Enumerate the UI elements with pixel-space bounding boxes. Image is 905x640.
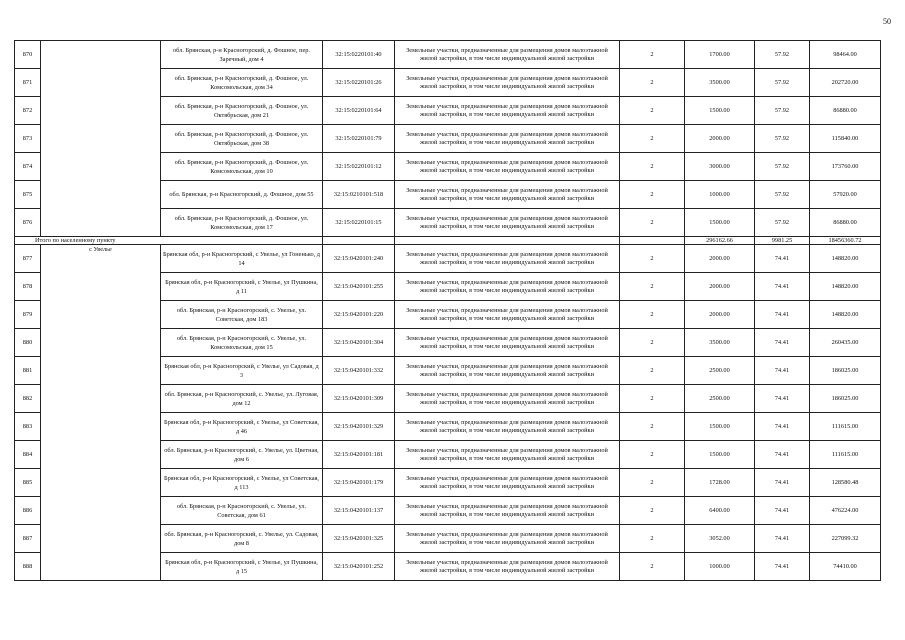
cadastral-number: 32:15:0420101:181 [323, 441, 395, 469]
cadastral-number: 32:15:0420101:304 [323, 329, 395, 357]
rate-cell: 57.92 [755, 209, 810, 237]
land-registry-table [14, 40, 881, 581]
total-area: 296162.66 [685, 237, 755, 245]
rate-cell: 57.92 [755, 41, 810, 69]
address-cell: обл. Брянская, р-н Красногорский, д. Фошное, пер. Заречный, дом 4 [161, 41, 323, 69]
cadastral-number: 32:15:0420101:252 [323, 553, 395, 581]
category-cell: 2 [620, 97, 685, 125]
address-cell: обл. Брянская, р-н Красногорский, с. Увелье, ул. Цветная, дом 6 [161, 441, 323, 469]
cadastral-value: 186025.00 [810, 357, 881, 385]
category-cell: 2 [620, 413, 685, 441]
category-cell: 2 [620, 469, 685, 497]
land-purpose: Земельные участки, предназначенные для размещения домов малоэтажной жилой застройки, в том числе индивидуальной жилой застройки [395, 413, 620, 441]
rate-cell: 74.41 [755, 413, 810, 441]
row-number: 874 [15, 153, 41, 181]
area-cell: 3000.00 [685, 153, 755, 181]
cadastral-number: 32:15:0420101:240 [323, 245, 395, 273]
cadastral-value: 98464.00 [810, 41, 881, 69]
row-number: 878 [15, 273, 41, 301]
cadastral-value: 173760.00 [810, 153, 881, 181]
category-cell: 2 [620, 209, 685, 237]
cadastral-number: 32:15:0210101:518 [323, 181, 395, 209]
cadastral-value: 86880.00 [810, 97, 881, 125]
category-cell: 2 [620, 181, 685, 209]
address-cell: Брянская обл, р-н Красногорский, с Увелье, ул Пушкина, д 11 [161, 273, 323, 301]
row-number: 885 [15, 469, 41, 497]
category-cell: 2 [620, 497, 685, 525]
category-cell: 2 [620, 441, 685, 469]
cadastral-number: 32:15:0420101:137 [323, 497, 395, 525]
area-cell: 2500.00 [685, 385, 755, 413]
address-cell: обл. Брянская, р-н Красногорский, д. Фошное, ул. Октябрьская, дом 21 [161, 97, 323, 125]
cadastral-number: 32:15:0420101:329 [323, 413, 395, 441]
address-cell: обл. Брянская, р-н Красногорский, д. Фошное, ул. Комсомольская, дом 17 [161, 209, 323, 237]
address-cell: Брянская обл, р-н Красногорский, с Увелье, ул Советская, д 46 [161, 413, 323, 441]
land-purpose: Земельные участки, предназначенные для размещения домов малоэтажной жилой застройки, в том числе индивидуальной жилой застройки [395, 441, 620, 469]
category-cell: 2 [620, 41, 685, 69]
rate-cell: 74.41 [755, 441, 810, 469]
land-purpose: Земельные участки, предназначенные для размещения домов малоэтажной жилой застройки, в том числе индивидуальной жилой застройки [395, 245, 620, 273]
address-cell: обл. Брянская, р-н Красногорский, д. Фошное, ул. Комсомольская, дом 10 [161, 153, 323, 181]
cadastral-value: 148820.00 [810, 301, 881, 329]
category-cell: 2 [620, 385, 685, 413]
total-row [15, 237, 881, 245]
category-cell: 2 [620, 273, 685, 301]
cadastral-number: 32:15:0220101:64 [323, 97, 395, 125]
address-cell: обл. Брянская, р-н Красногорский, с. Увелье, ул. Советская, дом 61 [161, 497, 323, 525]
row-number: 872 [15, 97, 41, 125]
cadastral-value: 115840.00 [810, 125, 881, 153]
rate-cell: 57.92 [755, 69, 810, 97]
address-cell: обл. Брянская, р-н Красногорский, д. Фошное, ул. Комсомольская, дом 34 [161, 69, 323, 97]
land-purpose: Земельные участки, предназначенные для размещения домов малоэтажной жилой застройки, в том числе индивидуальной жилой застройки [395, 469, 620, 497]
land-purpose: Земельные участки, предназначенные для размещения домов малоэтажной жилой застройки, в том числе индивидуальной жилой застройки [395, 209, 620, 237]
address-cell: обл. Брянская, р-н Красногорский, д. Фошное, дом 55 [161, 181, 323, 209]
cadastral-number: 32:15:0420101:309 [323, 385, 395, 413]
land-purpose: Земельные участки, предназначенные для размещения домов малоэтажной жилой застройки, в том числе индивидуальной жилой застройки [395, 525, 620, 553]
cadastral-value: 111615.00 [810, 441, 881, 469]
cadastral-value: 86880.00 [810, 209, 881, 237]
area-cell: 1000.00 [685, 181, 755, 209]
rate-cell: 57.92 [755, 125, 810, 153]
area-cell: 2000.00 [685, 125, 755, 153]
address-cell: обл. Брянская, р-н Красногорский, с. Увелье, ул. Луговая, дом 12 [161, 385, 323, 413]
area-cell: 2000.00 [685, 245, 755, 273]
land-purpose: Земельные участки, предназначенные для размещения домов малоэтажной жилой застройки, в том числе индивидуальной жилой застройки [395, 357, 620, 385]
rate-cell: 74.41 [755, 357, 810, 385]
cadastral-value: 128580.48 [810, 469, 881, 497]
total-value: 18456360.72 [810, 237, 881, 245]
rate-cell: 74.41 [755, 525, 810, 553]
category-cell: 2 [620, 153, 685, 181]
rate-cell: 74.41 [755, 469, 810, 497]
row-number: 884 [15, 441, 41, 469]
total-label: Итого по населенному пункту [15, 237, 323, 245]
address-cell: Брянская обл, р-н Красногорский, с Увелье, ул Садовая, д 3 [161, 357, 323, 385]
total-rate: 9981.25 [755, 237, 810, 245]
total-empty-cat [620, 237, 685, 245]
rate-cell: 74.41 [755, 497, 810, 525]
area-cell: 3500.00 [685, 69, 755, 97]
area-cell: 1500.00 [685, 209, 755, 237]
land-purpose: Земельные участки, предназначенные для размещения домов малоэтажной жилой застройки, в том числе индивидуальной жилой застройки [395, 497, 620, 525]
cadastral-value: 227099.32 [810, 525, 881, 553]
cadastral-value: 74410.00 [810, 553, 881, 581]
category-cell: 2 [620, 357, 685, 385]
land-purpose: Земельные участки, предназначенные для размещения домов малоэтажной жилой застройки, в том числе индивидуальной жилой застройки [395, 553, 620, 581]
address-cell: обл. Брянская, р-н Красногорский, с. Увелье, ул. Советская, дом 183 [161, 301, 323, 329]
category-cell: 2 [620, 553, 685, 581]
rate-cell: 57.92 [755, 97, 810, 125]
address-cell: Брянская обл, р-н Красногорский, с Увелье, ул Гоненько, д 14 [161, 245, 323, 273]
category-cell: 2 [620, 125, 685, 153]
area-cell: 2000.00 [685, 273, 755, 301]
rate-cell: 74.41 [755, 245, 810, 273]
cadastral-value: 111615.00 [810, 413, 881, 441]
rate-cell: 74.41 [755, 385, 810, 413]
rate-cell: 74.41 [755, 329, 810, 357]
cadastral-number: 32:15:0420101:325 [323, 525, 395, 553]
address-cell: Брянская обл, р-н Красногорский, с Увелье, ул Советская, д 113 [161, 469, 323, 497]
category-cell: 2 [620, 525, 685, 553]
land-purpose: Земельные участки, предназначенные для размещения домов малоэтажной жилой застройки, в том числе индивидуальной жилой застройки [395, 153, 620, 181]
area-cell: 1500.00 [685, 413, 755, 441]
land-purpose: Земельные участки, предназначенные для размещения домов малоэтажной жилой застройки, в том числе индивидуальной жилой застройки [395, 125, 620, 153]
land-purpose: Земельные участки, предназначенные для размещения домов малоэтажной жилой застройки, в том числе индивидуальной жилой застройки [395, 385, 620, 413]
cadastral-value: 148820.00 [810, 273, 881, 301]
area-cell: 1728.00 [685, 469, 755, 497]
cadastral-value: 148820.00 [810, 245, 881, 273]
table-body-total [15, 237, 881, 245]
area-cell: 6400.00 [685, 497, 755, 525]
row-number: 870 [15, 41, 41, 69]
land-purpose: Земельные участки, предназначенные для размещения домов малоэтажной жилой застройки, в том числе индивидуальной жилой застройки [395, 329, 620, 357]
land-purpose: Земельные участки, предназначенные для размещения домов малоэтажной жилой застройки, в том числе индивидуальной жилой застройки [395, 273, 620, 301]
cadastral-number: 32:15:0220101:79 [323, 125, 395, 153]
category-cell: 2 [620, 69, 685, 97]
table-body-bottom [15, 245, 881, 581]
cadastral-value: 476224.00 [810, 497, 881, 525]
cadastral-number: 32:15:0420101:255 [323, 273, 395, 301]
address-cell: обл. Брянская, р-н Красногорский, д. Фошное, ул. Октябрьская, дом 38 [161, 125, 323, 153]
category-cell: 2 [620, 301, 685, 329]
row-number: 876 [15, 209, 41, 237]
land-purpose: Земельные участки, предназначенные для размещения домов малоэтажной жилой застройки, в том числе индивидуальной жилой застройки [395, 301, 620, 329]
cadastral-number: 32:15:0420101:179 [323, 469, 395, 497]
table-body-top [15, 41, 881, 237]
cadastral-number: 32:15:0220101:15 [323, 209, 395, 237]
cadastral-number: 32:15:0220101:40 [323, 41, 395, 69]
total-empty-purpose [395, 237, 620, 245]
row-number: 888 [15, 553, 41, 581]
land-purpose: Земельные участки, предназначенные для размещения домов малоэтажной жилой застройки, в том числе индивидуальной жилой застройки [395, 69, 620, 97]
row-number: 882 [15, 385, 41, 413]
row-number: 873 [15, 125, 41, 153]
rate-cell: 57.92 [755, 153, 810, 181]
rate-cell: 74.41 [755, 301, 810, 329]
address-cell: Брянская обл, р-н Красногорский, с Увелье, ул Пушкина, д 15 [161, 553, 323, 581]
area-cell: 3500.00 [685, 329, 755, 357]
cadastral-number: 32:15:0220101:26 [323, 69, 395, 97]
page-number: 50 [883, 17, 891, 26]
table-row [15, 41, 881, 69]
row-number: 880 [15, 329, 41, 357]
cadastral-number: 32:15:0420101:220 [323, 301, 395, 329]
land-purpose: Земельные участки, предназначенные для размещения домов малоэтажной жилой застройки, в том числе индивидуальной жилой застройки [395, 41, 620, 69]
settlement-cell-empty [41, 41, 161, 237]
land-purpose: Земельные участки, предназначенные для размещения домов малоэтажной жилой застройки, в том числе индивидуальной жилой застройки [395, 181, 620, 209]
row-number: 877 [15, 245, 41, 273]
rate-cell: 57.92 [755, 181, 810, 209]
row-number: 879 [15, 301, 41, 329]
row-number: 881 [15, 357, 41, 385]
area-cell: 1000.00 [685, 553, 755, 581]
area-cell: 1700.00 [685, 41, 755, 69]
row-number: 883 [15, 413, 41, 441]
area-cell: 2000.00 [685, 301, 755, 329]
land-purpose: Земельные участки, предназначенные для размещения домов малоэтажной жилой застройки, в том числе индивидуальной жилой застройки [395, 97, 620, 125]
cadastral-value: 186025.00 [810, 385, 881, 413]
cadastral-value: 57920.00 [810, 181, 881, 209]
cadastral-number: 32:15:0420101:332 [323, 357, 395, 385]
cadastral-value: 202720.00 [810, 69, 881, 97]
category-cell: 2 [620, 329, 685, 357]
area-cell: 1500.00 [685, 441, 755, 469]
rate-cell: 74.41 [755, 273, 810, 301]
area-cell: 2500.00 [685, 357, 755, 385]
category-cell: 2 [620, 245, 685, 273]
row-number: 875 [15, 181, 41, 209]
table-row [15, 245, 881, 273]
cadastral-number: 32:15:0220101:12 [323, 153, 395, 181]
total-empty-cad [323, 237, 395, 245]
rate-cell: 74.41 [755, 553, 810, 581]
address-cell: обл. Брянская, р-н Красногорский, с. Увелье, ул. Комсомольская, дом 15 [161, 329, 323, 357]
row-number: 887 [15, 525, 41, 553]
settlement-name: с Увелье [41, 245, 161, 581]
row-number: 886 [15, 497, 41, 525]
row-number: 871 [15, 69, 41, 97]
area-cell: 1500.00 [685, 97, 755, 125]
area-cell: 3052.00 [685, 525, 755, 553]
address-cell: обл. Брянская, р-н Красногорский, с. Увелье, ул. Садовая, дом 8 [161, 525, 323, 553]
cadastral-value: 260435.00 [810, 329, 881, 357]
